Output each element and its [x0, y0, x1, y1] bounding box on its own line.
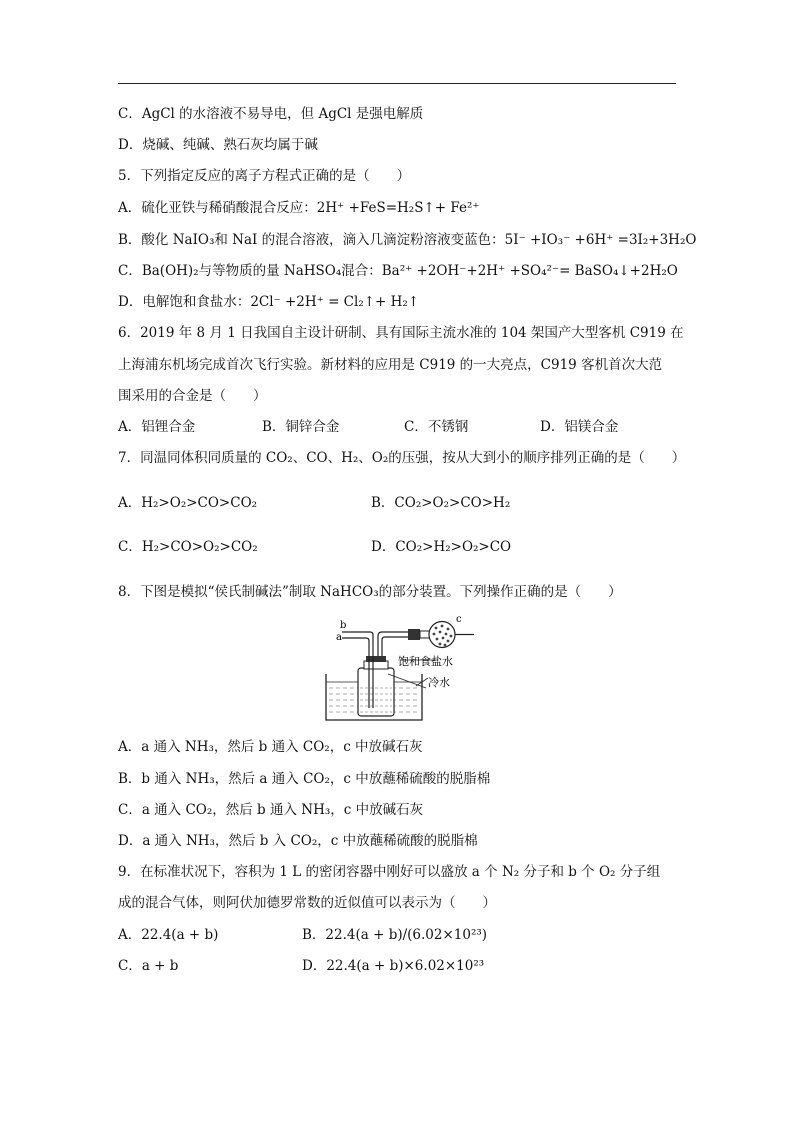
q7-stem: 7．同温同体积同质量的 CO₂、CO、H₂、O₂的压强，按从大到小的顺序排列正确的是（ ） — [118, 450, 686, 466]
q5-option-d: D．电解饱和食盐水：2Cl⁻ +2H⁺ = Cl₂↑+ H₂↑ — [118, 294, 420, 310]
q9-stem-line2: 成的混合气体，则阿伏加德罗常数的近似值可以表示为（ ） — [118, 895, 496, 911]
q6-option-d: D．铝镁合金 — [540, 419, 619, 435]
header-rule — [118, 83, 676, 84]
q5-stem: 5．下列指定反应的离子方程式正确的是（ ） — [118, 168, 411, 184]
q7-option-c: C．H₂>CO>O₂>CO₂ — [118, 539, 258, 555]
q5-option-c: C．Ba(OH)₂与等物质的量 NaHSO₄混合：Ba²⁺ +2OH⁻+2H⁺ +SO₄²⁻= BaSO₄↓+2H₂O — [118, 263, 678, 279]
q8-option-a: A．a 通入 NH₃，然后 b 通入 CO₂，c 中放碱石灰 — [118, 739, 423, 755]
q4-option-d: D．烧碱、纯碱、熟石灰均属于碱 — [118, 137, 318, 153]
q9-stem-line1: 9．在标准状况下，容积为 1 L 的密闭容器中刚好可以盛放 a 个 N₂ 分子和 b 个 O₂ 分子组 — [118, 864, 661, 880]
q6-stem-line3: 围采用的合金是（ ） — [118, 388, 267, 404]
reaction-bottle — [358, 656, 394, 716]
label-b: b — [340, 620, 347, 631]
q9-option-c: C．a + b — [118, 958, 179, 974]
q4-option-c: C．AgCl 的水溶液不易导电，但 AgCl 是强电解质 — [118, 106, 424, 122]
q6-option-a: A．铝锂合金 — [118, 419, 196, 435]
q7-option-d: D．CO₂>H₂>O₂>CO — [371, 539, 512, 555]
q6-option-b: B．铜锌合金 — [262, 419, 340, 435]
q8-option-d: D．a 通入 NH₃，然后 b 入 CO₂，c 中放蘸稀硫酸的脱脂棉 — [118, 833, 478, 849]
q8-option-c: C．a 通入 CO₂，然后 b 通入 NH₃，c 中放碱石灰 — [118, 802, 424, 818]
q5-option-b: B．酸化 NaIO₃和 NaI 的混合溶液，滴入几滴淀粉溶液变蓝色：5I⁻ +IO₃⁻ +6H⁺ =3I₂+3H₂O — [118, 232, 697, 248]
label-cold-water: 冷水 — [428, 676, 450, 689]
q7-option-b: B．CO₂>O₂>CO>H₂ — [371, 495, 511, 511]
label-saturated-brine: 饱和食盐水 — [398, 655, 453, 668]
q6-option-c: C．不锈钢 — [404, 419, 469, 435]
q8-option-b: B．b 通入 NH₃，然后 a 通入 CO₂，c 中放蘸稀硫酸的脱脂棉 — [118, 771, 491, 787]
q5-option-a: A．硫化亚铁与稀硝酸混合反应：2H⁺ +FeS=H₂S↑+ Fe²⁺ — [118, 200, 480, 216]
q6-stem-line2: 上海浦东机场完成首次飞行实验。新材料的应用是 C919 的一大亮点，C919 客机首次大范 — [118, 357, 663, 373]
label-c: c — [456, 614, 462, 625]
q8-stem: 8．下图是模拟“侯氏制碱法”制取 NaHCO₃的部分装置。下列操作正确的是（ ） — [118, 584, 622, 600]
q9-option-a: A．22.4(a + b) — [118, 927, 219, 943]
apparatus-diagram — [318, 612, 498, 724]
q7-option-a: A．H₂>O₂>CO>CO₂ — [118, 495, 258, 511]
label-a: a — [336, 632, 342, 643]
drying-tube — [408, 622, 474, 648]
q9-option-d: D．22.4(a + b)×6.02×10²³ — [302, 958, 485, 974]
q9-option-b: B．22.4(a + b)/(6.02×10²³) — [302, 927, 488, 943]
q6-stem-line1: 6．2019 年 8 月 1 日我国自主设计研制、具有国际主流水准的 104 架国产大型客机 C919 在 — [118, 325, 684, 341]
